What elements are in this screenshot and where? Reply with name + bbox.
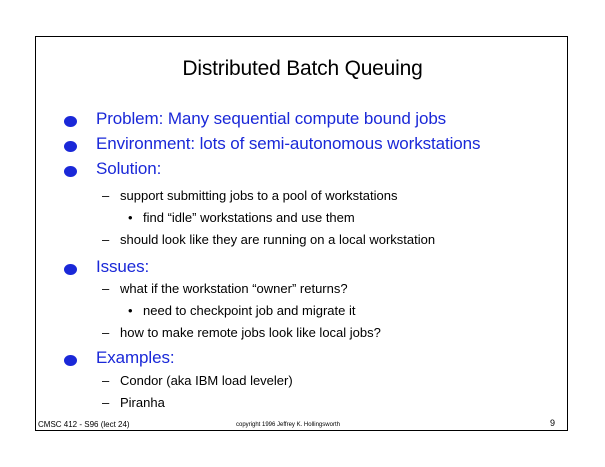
dot-icon: •	[128, 210, 133, 225]
examples-item-2-text: Piranha	[120, 395, 165, 410]
issues-item-2-text: how to make remote jobs look like local jobs?	[120, 325, 381, 340]
dot-icon: •	[128, 303, 133, 318]
issues-item-2	[102, 325, 381, 340]
bullet-icon	[64, 116, 77, 127]
dash-icon: –	[102, 188, 110, 203]
examples-item-1-text: Condor (aka IBM load leveler)	[120, 373, 293, 388]
dash-icon: –	[102, 395, 110, 410]
issues-item-1	[102, 281, 348, 296]
bullet-icon	[64, 141, 77, 152]
bullet-icon	[64, 355, 77, 366]
solution-item-1-text: support submitting jobs to a pool of workstations	[120, 188, 398, 203]
solution-item-2	[102, 232, 435, 247]
footer-course: CMSC 412 - S96 (lect 24)	[38, 420, 130, 429]
bullet-icon	[64, 166, 77, 177]
footer-copyright: copyright 1996 Jeffrey K. Hollingsworth	[236, 422, 340, 428]
solution-item-2-text: should look like they are running on a local workstation	[120, 232, 436, 247]
examples-item-1	[102, 373, 293, 388]
dash-icon: –	[102, 373, 110, 388]
dash-icon: –	[102, 281, 110, 296]
solution-subitem-1	[128, 210, 355, 225]
slide-title: Distributed Batch Queuing	[182, 57, 423, 80]
issues-item-1-text: what if the workstation “owner” returns?	[120, 281, 348, 296]
page-number: 9	[550, 418, 556, 428]
bullet-environment: Environment: lots of semi-autonomous workstations	[96, 134, 481, 153]
bullet-examples: Examples:	[96, 348, 175, 367]
issues-subitem-1-text: need to checkpoint job and migrate it	[143, 303, 356, 318]
bullet-problem: Problem: Many sequential compute bound jobs	[96, 109, 447, 128]
solution-item-1	[102, 188, 397, 203]
bullet-icon	[64, 264, 77, 275]
issues-subitem-1	[128, 303, 355, 318]
bullet-issues: Issues:	[96, 257, 150, 276]
bullet-solution: Solution:	[96, 159, 162, 178]
examples-item-2	[102, 395, 165, 410]
dash-icon: –	[102, 232, 110, 247]
dash-icon: –	[102, 325, 110, 340]
solution-subitem-1-text: find “idle” workstations and use them	[143, 210, 355, 225]
